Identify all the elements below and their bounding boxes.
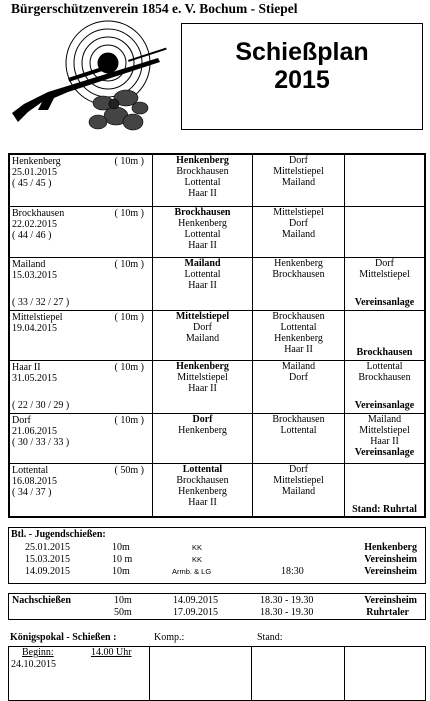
club-name-entry: Mittelstiepel: [359, 425, 410, 436]
nachschiessen-section: [8, 593, 426, 620]
club-name-entry: Mittelstiepel: [273, 207, 324, 218]
group-cell-1: [153, 464, 253, 517]
group-cell-1: [153, 258, 253, 310]
group-cell-2: [253, 258, 345, 310]
host-venue: Mittelstiepel: [12, 312, 63, 323]
btl-type: KK: [192, 543, 203, 552]
koenig-cell-2: [251, 647, 345, 700]
host-distance: ( 50m ): [114, 465, 144, 476]
event-date: 16.08.2015: [12, 476, 57, 487]
scores: ( 44 / 46 ): [12, 230, 52, 241]
btl-place: Vereinsheim: [364, 554, 417, 565]
host-cell: [10, 207, 153, 257]
schedule-row: [10, 207, 424, 258]
nach-dist: 50m: [114, 607, 132, 618]
schedule-row: [10, 311, 424, 361]
club-name-entry: Brockhausen: [272, 414, 325, 425]
host-cell: [10, 414, 153, 463]
btl-row: [9, 554, 423, 565]
group-cell-1: [153, 361, 253, 413]
club-name-entry: Mittelstiepel: [177, 372, 228, 383]
venue-note: Vereinsanlage: [354, 297, 415, 308]
host-venue: Lottental: [12, 465, 49, 476]
group-cell-3: [345, 414, 424, 463]
club-name-entry: Vereinsanlage: [354, 447, 415, 458]
btl-date: 25.01.2015: [25, 542, 70, 553]
club-name-entry: Haar II: [370, 436, 399, 447]
club-name-entry: Dorf: [193, 322, 212, 333]
club-name-entry: Dorf: [289, 155, 308, 166]
host-distance: ( 10m ): [114, 259, 144, 270]
host-venue-line: [12, 362, 150, 373]
club-name-entry: Henkenberg: [178, 425, 227, 436]
host-venue-line: [12, 259, 150, 270]
club-name-entry: Lottental: [182, 464, 223, 475]
club-name-entry: Lottental: [184, 177, 221, 188]
schedule-table: [8, 153, 426, 518]
club-name-entry: Henkenberg: [176, 361, 229, 372]
btl-type: KK: [192, 555, 203, 564]
group-cell-3: [345, 464, 424, 517]
group-cell-1: [153, 155, 253, 206]
btl-row: [9, 566, 423, 577]
group-cell-2: [253, 414, 345, 463]
club-name-entry: Mailand: [281, 486, 316, 497]
btl-row: [9, 542, 423, 553]
btl-jugend-section: [8, 527, 426, 584]
nach-heading: Nachschießen: [12, 595, 71, 606]
club-name-entry: Henkenberg: [176, 155, 229, 166]
koenig-stand-label: Stand:: [257, 632, 283, 643]
club-name-entry: Haar II: [188, 383, 217, 394]
title-box: [181, 23, 423, 130]
host-venue: Dorf: [12, 415, 31, 426]
nach-row: [9, 607, 423, 619]
group-cell-3: [345, 207, 424, 257]
nach-time: 18.30 - 19.30: [260, 607, 314, 618]
group-cell-3: [345, 361, 424, 413]
club-name-entry: Haar II: [188, 188, 217, 199]
club-name-entry: Mailand: [281, 361, 316, 372]
host-distance: ( 10m ): [114, 362, 144, 373]
club-name-entry: Lottental: [280, 425, 317, 436]
btl-dist: 10 m: [112, 554, 133, 565]
club-name-entry: Brockhausen: [176, 166, 229, 177]
btl-dist: 10m: [112, 542, 130, 553]
host-cell: [10, 464, 153, 517]
club-name-entry: Lottental: [184, 269, 221, 280]
club-name-entry: Mailand: [185, 333, 220, 344]
club-name-entry: Mittelstiepel: [273, 475, 324, 486]
scores: ( 45 / 45 ): [12, 178, 52, 189]
nach-date: 14.09.2015: [173, 595, 218, 606]
club-name-entry: Haar II: [188, 240, 217, 251]
koenig-heading: Königspokal - Schießen :: [10, 632, 117, 643]
host-venue: Brockhausen: [12, 208, 65, 219]
club-name-entry: Mailand: [367, 414, 402, 425]
event-date: 22.02.2015: [12, 219, 57, 230]
club-name-entry: Mailand: [184, 258, 221, 269]
btl-dist: 10m: [112, 566, 130, 577]
group-cell-2: [253, 155, 345, 206]
event-date: 25.01.2015: [12, 167, 57, 178]
host-cell: [10, 258, 153, 310]
club-name-entry: Henkenberg: [274, 258, 323, 269]
club-name-entry: Mittelstiepel: [175, 311, 230, 322]
event-date: 21.06.2015: [12, 426, 57, 437]
btl-date: 14.09.2015: [25, 566, 70, 577]
club-name-entry: Dorf: [192, 414, 213, 425]
nach-dist: 10m: [114, 595, 132, 606]
club-name-entry: Henkenberg: [274, 333, 323, 344]
host-venue-line: [12, 415, 150, 426]
group-cell-3: [345, 311, 424, 360]
scores: ( 34 / 37 ): [12, 487, 52, 498]
nach-row: [9, 595, 423, 607]
koenig-cell-1: [149, 647, 252, 700]
host-venue: Henkenberg: [12, 156, 61, 167]
club-name-entry: Henkenberg: [178, 486, 227, 497]
group-cell-1: [153, 207, 253, 257]
btl-place: Vereinsheim: [364, 566, 417, 577]
host-venue: Mailand: [12, 259, 46, 270]
nach-time: 18.30 - 19.30: [260, 595, 314, 606]
koenig-date: 24.10.2015: [11, 659, 56, 670]
koenigspokal-section: [8, 632, 426, 701]
nach-place: Ruhrtaler: [366, 607, 409, 618]
club-name-entry: Brockhausen: [176, 475, 229, 486]
schedule-row: [10, 361, 424, 414]
club-name-entry: Mailand: [281, 177, 316, 188]
host-venue-line: [12, 312, 150, 323]
club-name-entry: Brockhausen: [358, 372, 411, 383]
venue-note: Stand: Ruhrtal: [352, 504, 417, 515]
group-cell-1: [153, 311, 253, 360]
club-name-entry: Dorf: [289, 372, 308, 383]
club-name-entry: Lottental: [366, 361, 403, 372]
club-name-entry: Mittelstiepel: [359, 269, 410, 280]
venue-note: Vereinsanlage: [354, 400, 415, 411]
event-date: 15.03.2015: [12, 270, 57, 281]
schedule-row: [10, 464, 424, 517]
venue-note: Brockhausen: [356, 347, 413, 358]
plan-title: Schießplan: [235, 38, 369, 66]
host-cell: [10, 361, 153, 413]
schedule-row: [10, 155, 424, 207]
btl-date: 15.03.2015: [25, 554, 70, 565]
schedule-row: [10, 414, 424, 464]
group-cell-2: [253, 311, 345, 360]
group-cell-1: [153, 414, 253, 463]
club-name-entry: Mittelstiepel: [273, 166, 324, 177]
event-date: 31.05.2015: [12, 373, 57, 384]
scores: ( 22 / 30 / 29 ): [12, 400, 70, 411]
club-name-entry: Mailand: [281, 229, 316, 240]
koenig-time: 14.00 Uhr: [91, 647, 132, 658]
oak-leaves-icon: [89, 90, 148, 130]
group-cell-2: [253, 464, 345, 517]
club-name-entry: Haar II: [284, 344, 313, 355]
group-cell-3: [345, 258, 424, 310]
plan-year: 2015: [274, 66, 330, 94]
host-cell: [10, 155, 153, 206]
club-name: Bürgerschützenverein 1854 e. V. Bochum - Stiepel: [11, 1, 298, 16]
club-name-entry: Haar II: [188, 497, 217, 508]
koenig-grid: [8, 646, 426, 701]
club-name-entry: Lottental: [184, 229, 221, 240]
club-name-entry: Henkenberg: [178, 218, 227, 229]
host-venue-line: [12, 465, 150, 476]
club-name-entry: Dorf: [289, 464, 308, 475]
club-name-entry: Brockhausen: [272, 311, 325, 322]
host-distance: ( 10m ): [114, 415, 144, 426]
btl-type: Armb. & LG: [172, 567, 212, 576]
btl-place: Henkenberg: [364, 542, 417, 553]
koenig-beginn-label: Beginn:: [22, 647, 54, 658]
target-icon: [66, 21, 150, 105]
group-cell-2: [253, 361, 345, 413]
btl-time: 18:30: [281, 566, 304, 577]
host-cell: [10, 311, 153, 360]
club-logo-rifle-target-oak-icon: [8, 18, 178, 136]
nach-date: 17.09.2015: [173, 607, 218, 618]
club-name-entry: Lottental: [280, 322, 317, 333]
club-name-entry: Dorf: [375, 258, 394, 269]
host-venue: Haar II: [12, 362, 41, 373]
koenig-cell-date: [9, 647, 150, 700]
nach-place: Vereinsheim: [364, 595, 417, 606]
host-venue-line: [12, 208, 150, 219]
btl-heading: Btl. - Jugendschießen:: [11, 529, 106, 540]
scores: ( 30 / 33 / 33 ): [12, 437, 70, 448]
club-name-entry: Brockhausen: [272, 269, 325, 280]
club-name-entry: Dorf: [289, 218, 308, 229]
host-distance: ( 10m ): [114, 208, 144, 219]
event-date: 19.04.2015: [12, 323, 57, 334]
host-distance: ( 10m ): [114, 156, 144, 167]
group-cell-2: [253, 207, 345, 257]
host-venue-line: [12, 156, 150, 167]
club-name-entry: Haar II: [188, 280, 217, 291]
koenig-komp-label: Komp.:: [154, 632, 185, 643]
club-name-entry: Brockhausen: [174, 207, 231, 218]
group-cell-3: [345, 155, 424, 206]
scores: ( 33 / 32 / 27 ): [12, 297, 70, 308]
schedule-row: [10, 258, 424, 311]
host-distance: ( 10m ): [114, 312, 144, 323]
